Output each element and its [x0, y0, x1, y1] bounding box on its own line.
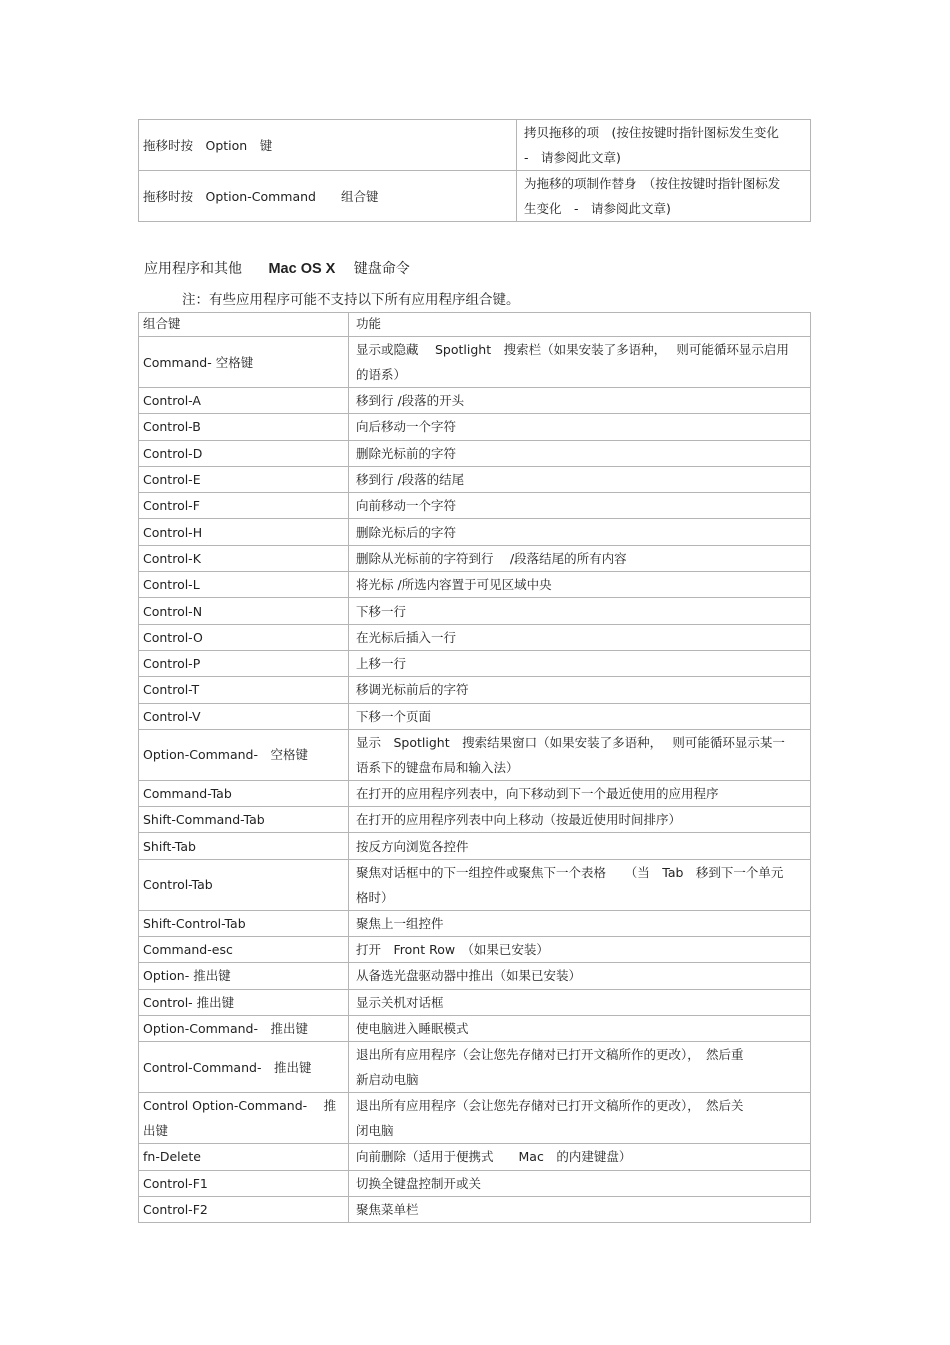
description-line: 退出所有应用程序（会让您先存储对已打开文稿所作的更改）， 然后关 [356, 1098, 744, 1114]
shortcut-key: Shift-Tab [139, 833, 349, 859]
header-key: 组合键 [139, 313, 349, 337]
description-line: 删除光标后的字符 [356, 524, 457, 540]
shortcut-description [349, 833, 811, 859]
shortcut-key: Command-esc [139, 937, 349, 963]
table-row [139, 171, 811, 222]
description-line: 聚焦上一组控件 [356, 915, 444, 931]
shortcut-key: Control-T [139, 677, 349, 703]
table-row [139, 1015, 811, 1041]
shortcut-description [349, 337, 811, 388]
shortcut-description [349, 1170, 811, 1196]
shortcut-key: 拖移时按 Option 键 [139, 120, 517, 171]
shortcut-description [517, 171, 811, 222]
shortcut-description [349, 729, 811, 780]
description-line: 退出所有应用程序（会让您先存储对已打开文稿所作的更改）， 然后重 [356, 1047, 744, 1063]
description-line: 显示 Spotlight 搜索结果窗口（如果安装了多语种， 则可能循环显示某一 [356, 734, 785, 750]
shortcut-key: Control-L [139, 572, 349, 598]
shortcut-description [349, 388, 811, 414]
table-row [139, 807, 811, 833]
table-row [139, 1042, 811, 1093]
table-row [139, 572, 811, 598]
shortcut-key: Control-Tab [139, 859, 349, 910]
section-title-bold: Mac OS X [268, 261, 336, 277]
shortcut-key: Command- 空格键 [139, 337, 349, 388]
table-row [139, 598, 811, 624]
shortcut-key: fn-Delete [139, 1144, 349, 1170]
shortcut-description [349, 703, 811, 729]
table-row [139, 493, 811, 519]
description-line: 移调光标前后的字符 [356, 682, 469, 698]
description-line: 为拖移的项制作替身 （按住按键时指针图标发 [524, 176, 781, 191]
table-row [139, 337, 811, 388]
shortcut-description [349, 624, 811, 650]
description-line: 聚焦对话框中的下一组控件或聚焦下一个表格 （当 Tab 移到下一个单元 [356, 864, 784, 880]
header-desc: 功能 [349, 313, 811, 337]
table-row [139, 624, 811, 650]
description-line: 聚焦菜单栏 [356, 1201, 419, 1217]
shortcut-description [349, 1196, 811, 1222]
shortcut-description [349, 493, 811, 519]
shortcut-key: Control- 推出键 [139, 989, 349, 1015]
table-row [139, 650, 811, 676]
table-row [139, 1170, 811, 1196]
description-line: 的语系） [356, 367, 407, 382]
table-row [139, 677, 811, 703]
table-row [139, 780, 811, 806]
table-row [139, 937, 811, 963]
description-line: 打开 Front Row （如果已安装） [356, 942, 549, 958]
description-line: 向前移动一个字符 [356, 498, 457, 514]
description-line: 按反方向浏览各控件 [356, 838, 469, 854]
table-row [139, 910, 811, 936]
shortcut-description [349, 937, 811, 963]
shortcut-description [349, 1015, 811, 1041]
description-line: 移到行 /段落的结尾 [356, 472, 465, 488]
shortcut-key: Shift-Command-Tab [139, 807, 349, 833]
shortcut-description [349, 859, 811, 910]
description-line: 向后移动一个字符 [356, 419, 457, 435]
table-row [139, 1093, 811, 1144]
description-line: 语系下的键盘布局和输入法） [356, 759, 519, 775]
description-line: 显示关机对话框 [356, 994, 444, 1010]
shortcut-key: Option-Command- 空格键 [139, 729, 349, 780]
table-row [139, 1196, 811, 1222]
description-line: 移到行 /段落的开头 [356, 393, 465, 409]
table-row [139, 729, 811, 780]
shortcut-key: Control-D [139, 440, 349, 466]
shortcut-description [517, 120, 811, 171]
shortcut-key: Control-P [139, 650, 349, 676]
shortcut-key: Option- 推出键 [139, 963, 349, 989]
shortcut-description [349, 572, 811, 598]
shortcut-description [349, 963, 811, 989]
description-line: 向前删除（适用于便携式 Mac 的内建键盘） [356, 1149, 632, 1165]
shortcut-description [349, 545, 811, 571]
shortcut-description [349, 807, 811, 833]
section-title [144, 258, 410, 278]
shortcut-key: Control-F [139, 493, 349, 519]
shortcut-key: Control-V [139, 703, 349, 729]
description-line: 显示或隐藏 Spotlight 搜索栏（如果安装了多语种， 则可能循环显示启用 [356, 342, 789, 357]
shortcut-key: Option-Command- 推出键 [139, 1015, 349, 1041]
shortcut-description [349, 598, 811, 624]
description-line: 从备选光盘驱动器中推出（如果已安装） [356, 968, 582, 984]
section-title-prefix: 应用程序和其他 [144, 261, 242, 277]
table-row [139, 859, 811, 910]
description-line: 上移一行 [356, 656, 407, 672]
shortcut-description [349, 910, 811, 936]
shortcut-description [349, 1042, 811, 1093]
shortcut-key: Control Option-Command- 推出键 [139, 1093, 349, 1144]
description-line: 生变化 - 请参阅此文章) [524, 201, 671, 216]
description-line: 使电脑进入睡眠模式 [356, 1021, 469, 1037]
shortcut-description [349, 780, 811, 806]
description-line: 闭电脑 [356, 1123, 394, 1139]
shortcut-key: Control-H [139, 519, 349, 545]
description-line: 在打开的应用程序列表中向上移动（按最近使用时间排序） [356, 812, 682, 828]
shortcut-description [349, 989, 811, 1015]
shortcut-key: Control-F2 [139, 1196, 349, 1222]
description-line: 删除从光标前的字符到行 /段落结尾的所有内容 [356, 550, 627, 566]
table-row [139, 440, 811, 466]
description-line: 删除光标前的字符 [356, 445, 457, 461]
shortcut-key: Command-Tab [139, 780, 349, 806]
shortcut-key: Control-O [139, 624, 349, 650]
shortcut-description [349, 650, 811, 676]
description-line: 下移一行 [356, 603, 407, 619]
shortcut-key: 拖移时按 Option-Command 组合键 [139, 171, 517, 222]
table-row [139, 545, 811, 571]
table-row [139, 414, 811, 440]
shortcut-key: Control-K [139, 545, 349, 571]
shortcuts-table [138, 312, 811, 1223]
section-note: 注：有些应用程序可能不支持以下所有应用程序组合键。 [182, 292, 520, 308]
shortcut-key: Control-N [139, 598, 349, 624]
shortcut-description [349, 677, 811, 703]
table-row [139, 120, 811, 171]
description-line: 在光标后插入一行 [356, 629, 457, 645]
description-line: - 请参阅此文章) [524, 150, 621, 165]
table-header-row [139, 313, 811, 337]
section-title-suffix: 键盘命令 [353, 261, 410, 277]
table-row [139, 703, 811, 729]
shortcut-key: Shift-Control-Tab [139, 910, 349, 936]
description-line: 在打开的应用程序列表中，向下移动到下一个最近使用的应用程序 [356, 786, 719, 801]
drag-shortcuts-table [138, 119, 811, 222]
shortcut-key: Control-Command- 推出键 [139, 1042, 349, 1093]
table-row [139, 466, 811, 492]
description-line: 拷贝拖移的项 (按住按键时指针图标发生变化 [524, 125, 779, 140]
table-row [139, 519, 811, 545]
table-row [139, 963, 811, 989]
description-line: 将光标 /所选内容置于可见区域中央 [356, 577, 552, 593]
table-row [139, 388, 811, 414]
shortcut-description [349, 519, 811, 545]
description-line: 格时） [356, 889, 394, 905]
description-line: 切换全键盘控制开或关 [356, 1175, 482, 1191]
shortcut-key: Control-A [139, 388, 349, 414]
table-row [139, 989, 811, 1015]
shortcut-description [349, 414, 811, 440]
shortcut-description [349, 1144, 811, 1170]
description-line: 新启动电脑 [356, 1072, 419, 1088]
shortcut-description [349, 466, 811, 492]
shortcut-description [349, 1093, 811, 1144]
table-row [139, 1144, 811, 1170]
table-row [139, 833, 811, 859]
shortcut-key: Control-B [139, 414, 349, 440]
shortcut-description [349, 440, 811, 466]
shortcut-key: Control-E [139, 466, 349, 492]
description-line: 下移一个页面 [356, 708, 432, 724]
shortcut-key: Control-F1 [139, 1170, 349, 1196]
